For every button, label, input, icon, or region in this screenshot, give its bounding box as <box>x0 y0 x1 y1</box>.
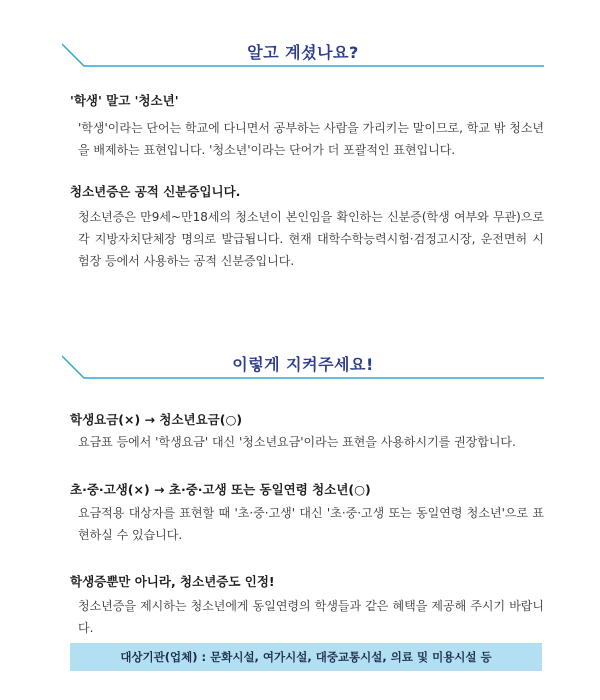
section-title-please-follow: 이렇게 지켜주세요! <box>232 355 374 374</box>
item-heading-target-wording: 초·중·고생(×) → 초·중·고생 또는 동일연령 청소년(○) <box>70 482 371 497</box>
item-body-youth-id-official: 청소년증은 만9세~만18세의 청소년이 본인임을 확인하는 신분증(학생 여부와 무관)으로 각 지방자치단체장 명의로 발급됩니다. 현재 대학수학능력시험·검정고시장, 운전면허 시험장 등에서 사용하는 공적 신분증입니다. <box>78 210 544 268</box>
item-body-fare-wording: 요금표 등에서 '학생요금' 대신 '청소년요금'이라는 표현을 사용하시기를 권장합니다. <box>78 435 516 449</box>
section-title-did-you-know: 알고 계셨나요? <box>247 43 359 62</box>
item-heading-youth-id-official: 청소년증은 공적 신분증입니다. <box>70 184 241 199</box>
target-institutions-notice: 대상기관(업체) : 문화시설, 여가시설, 대중교통시설, 의료 및 미용시설 등 <box>70 643 542 671</box>
section-header-please-follow <box>62 352 544 382</box>
item-body-student-vs-youth: '학생'이라는 단어는 학교에 다니면서 공부하는 사람을 가리키는 말이므로, 학교 밖 청소년을 배제하는 표현입니다. '청소년'이라는 단어가 더 포괄적인 표현입니다. <box>78 121 544 157</box>
item-body-target-wording: 요금적용 대상자를 표현할 때 '초·중·고생' 대신 '초·중·고생 또는 동일연령 청소년'으로 표현하실 수 있습니다. <box>78 506 544 542</box>
item-heading-student-vs-youth: '학생' 말고 '청소년' <box>70 93 179 108</box>
item-body-accept-youth-id: 청소년증을 제시하는 청소년에게 동일연령의 학생들과 같은 혜택을 제공해 주시기 바랍니다. <box>78 599 544 635</box>
item-heading-accept-youth-id: 학생증뿐만 아니라, 청소년증도 인정! <box>70 574 275 589</box>
item-heading-fare-wording: 학생요금(×) → 청소년요금(○) <box>70 412 243 427</box>
section-header-did-you-know <box>62 40 544 70</box>
